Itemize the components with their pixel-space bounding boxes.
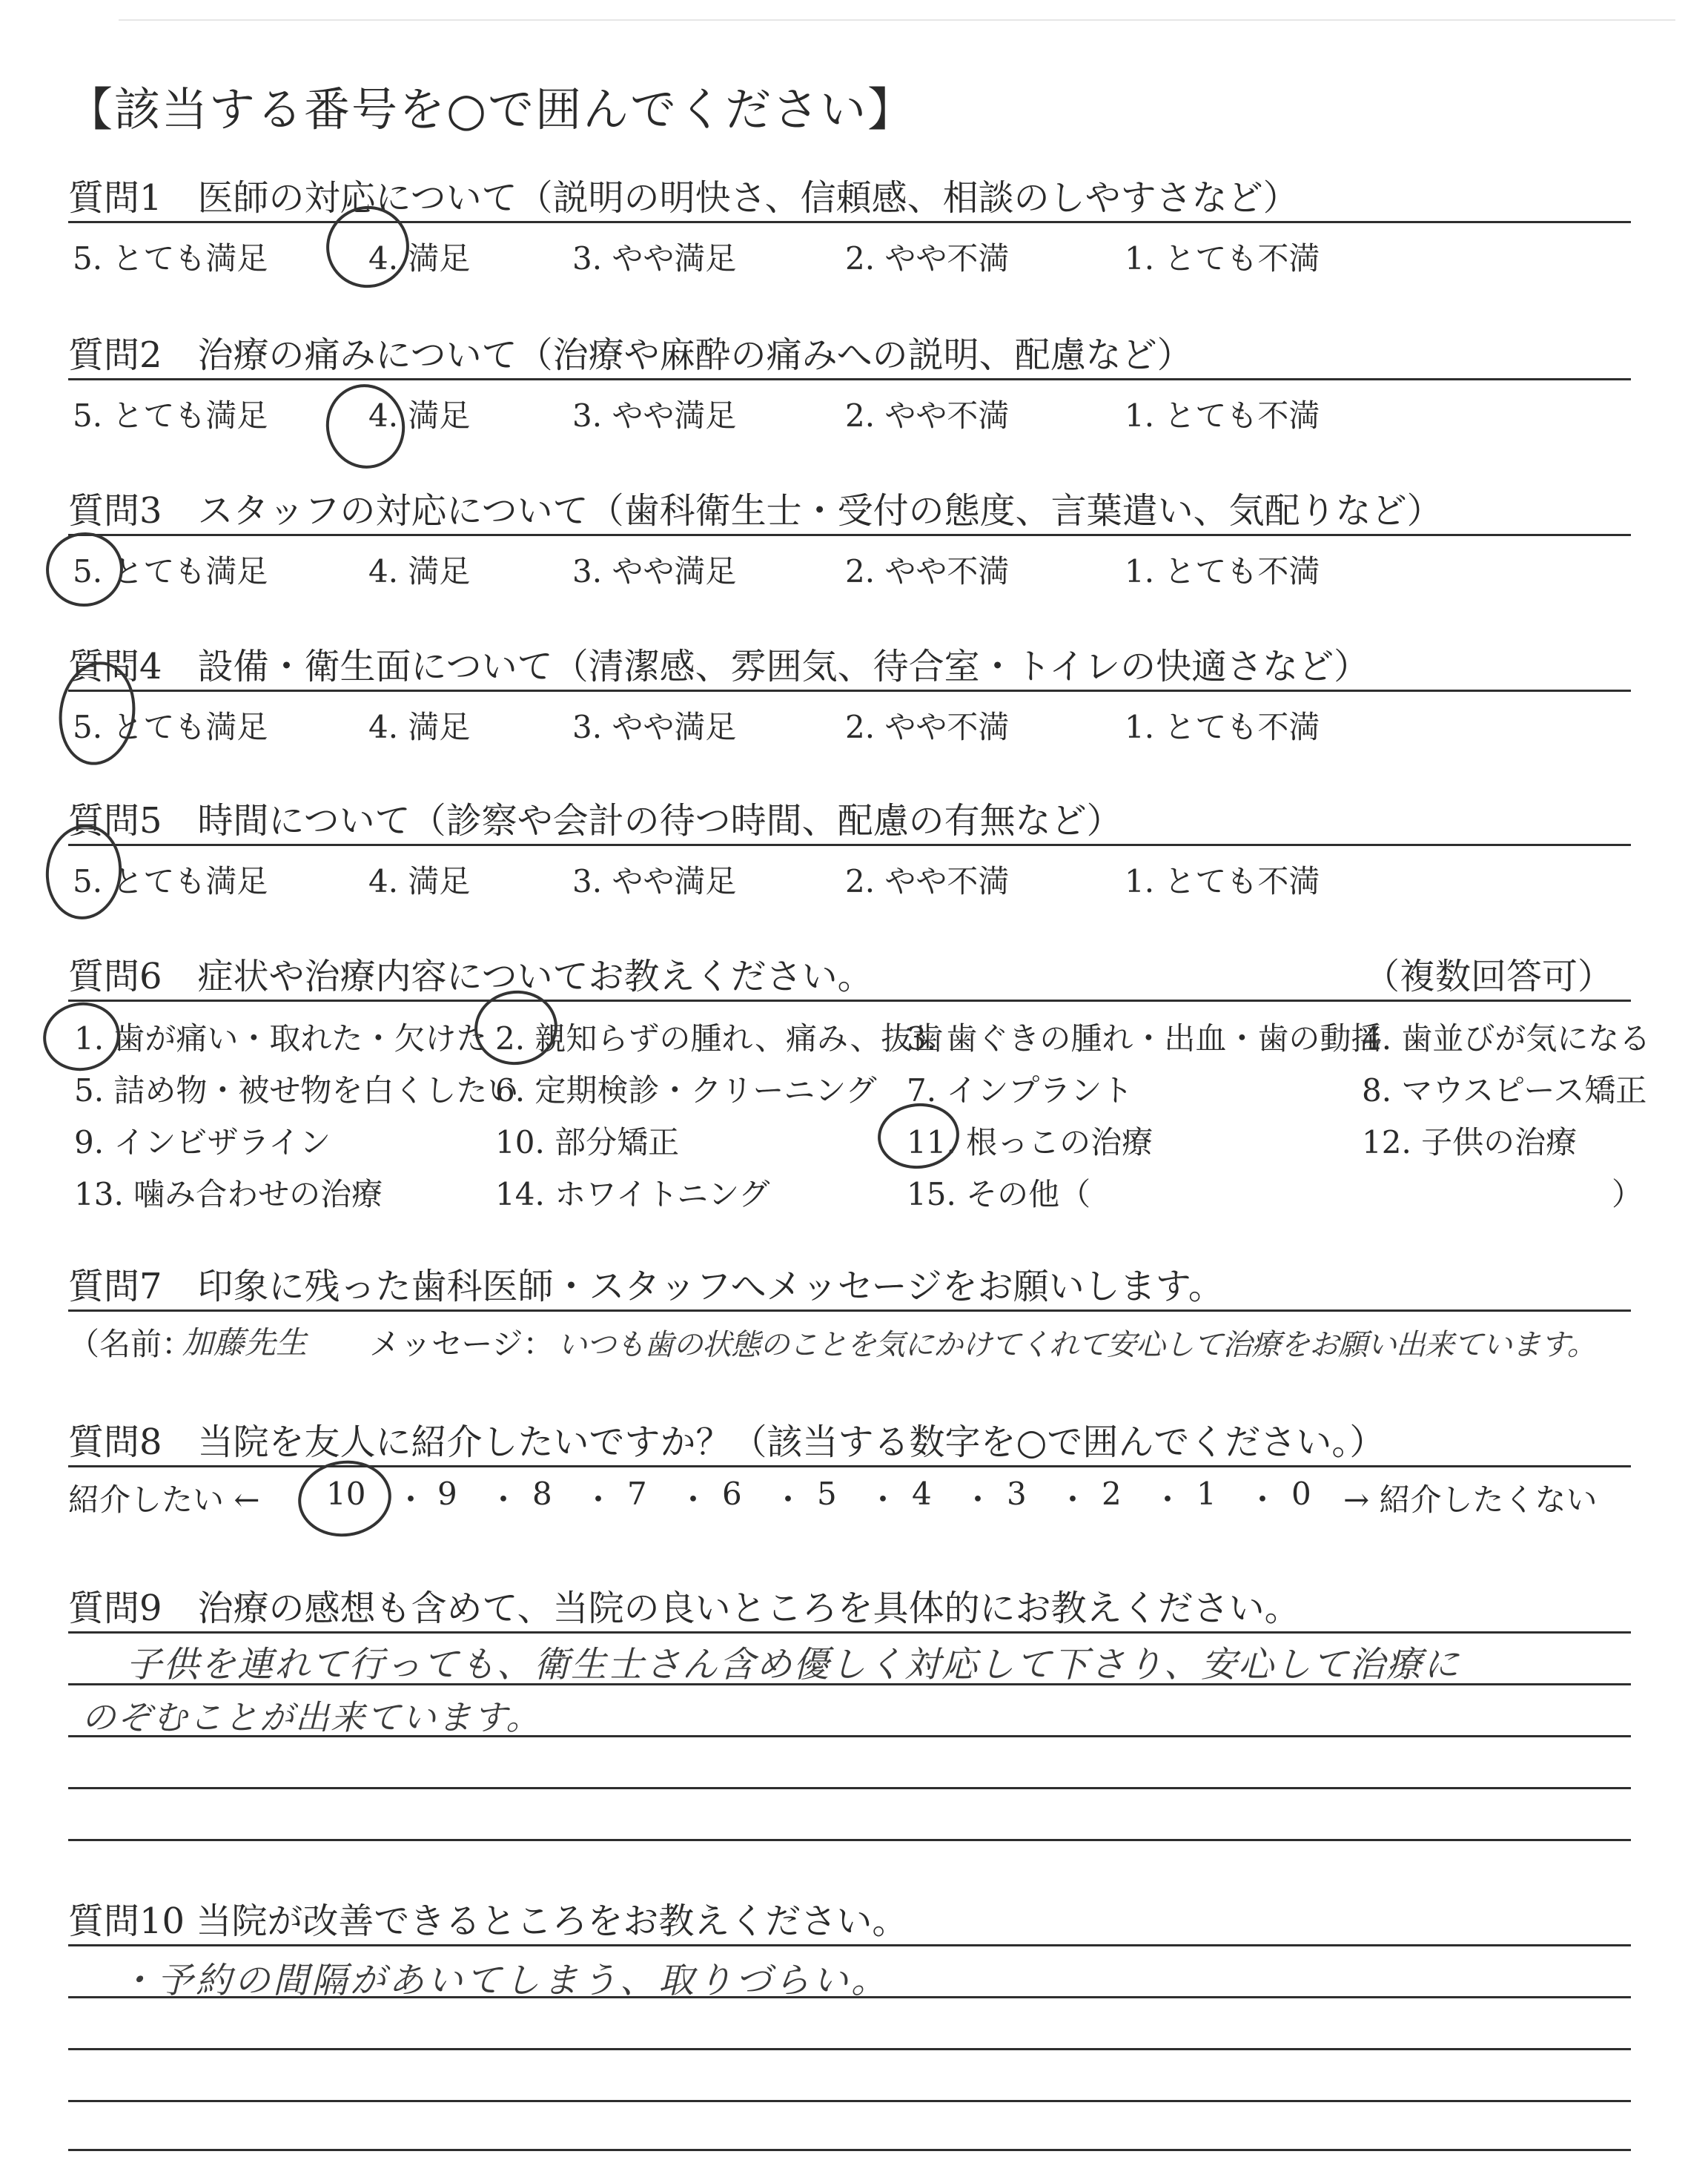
q8-score-4[interactable]: 4 (912, 1476, 932, 1512)
question-3: 質問3 スタッフの対応について（歯科衛生士・受付の態度、言葉遣い、気配りなど） (68, 490, 1443, 532)
q5-option-5[interactable]: 5. とても満足 (73, 863, 268, 899)
rule-q8 (68, 1465, 1631, 1467)
q5-option-3[interactable]: 3. やや満足 (572, 863, 737, 899)
q6-option-4[interactable]: 4. 歯並びが気になる (1362, 1020, 1651, 1057)
q10-answer: ・予約の間隔があいてしまう、取りづらい。 (119, 1960, 890, 2001)
question-2: 質問2 治療の痛みについて（治療や麻酔の痛みへの説明、配慮など） (68, 334, 1193, 376)
q1-option-3[interactable]: 3. やや満足 (572, 240, 737, 277)
q6-option-5[interactable]: 5. 詰め物・被せ物を白くしたい (74, 1072, 519, 1109)
q4-option-3[interactable]: 3. やや満足 (572, 709, 737, 745)
q6-option-1[interactable]: 1. 歯が痛い・取れた・欠けた (74, 1020, 488, 1057)
question-7: 質問7 印象に残った歯科医師・スタッフへメッセージをお願いします。 (68, 1266, 1224, 1307)
q3-option-5[interactable]: 5. とても満足 (73, 553, 268, 589)
q1-option-1[interactable]: 1. とても不満 (1125, 240, 1320, 277)
q5-option-1[interactable]: 1. とても不満 (1125, 863, 1320, 899)
page-title: 【該当する番号を○で囲んでください】 (67, 82, 916, 136)
q8-score-1[interactable]: 1 (1196, 1476, 1217, 1512)
q9-answer-line-1: 子供を連れて行っても、衛生士さん含め優しく対応して下さり、安心して治療に (126, 1644, 1461, 1685)
q8-right-label: → 紹介したくない (1343, 1482, 1598, 1518)
question-9: 質問9 治療の感想も含めて、当院の良いところを具体的にお教えください。 (68, 1588, 1300, 1629)
q4-option-5[interactable]: 5. とても満足 (73, 709, 268, 745)
q4-option-2[interactable]: 2. やや不満 (845, 709, 1010, 745)
q2-option-1[interactable]: 1. とても不満 (1125, 397, 1320, 434)
question-4: 質問4 設備・衛生面について（清潔感、雰囲気、待合室・トイレの快適さなど） (68, 646, 1370, 687)
q6-selection-circle-1 (38, 997, 125, 1077)
q6-option-14[interactable]: 14. ホワイトニング (495, 1176, 770, 1212)
q6-option-3[interactable]: 3. 歯ぐきの腫れ・出血・歯の動揺 (907, 1020, 1383, 1057)
q8-separator: ・ (583, 1482, 615, 1518)
question-5: 質問5 時間について（診察や会計の待つ時間、配慮の有無など） (68, 800, 1122, 842)
rule-q9-4 (68, 1787, 1631, 1789)
rule-q10-3 (68, 2048, 1631, 2050)
q2-option-3[interactable]: 3. やや満足 (572, 397, 737, 434)
q8-score-9[interactable]: 9 (437, 1476, 457, 1512)
q6-option-9[interactable]: 9. インビザライン (74, 1124, 331, 1160)
q4-option-4[interactable]: 4. 満足 (368, 709, 471, 745)
q1-option-2[interactable]: 2. やや不満 (845, 240, 1010, 277)
q7-name-label: （名前： (68, 1326, 193, 1362)
rule-q10-1 (68, 1944, 1631, 1946)
rule-q9-5 (68, 1839, 1631, 1841)
q2-option-2[interactable]: 2. やや不満 (845, 397, 1010, 434)
q8-score-6[interactable]: 6 (722, 1476, 742, 1512)
q6-option-15[interactable]: 15. その他（ (907, 1176, 1091, 1212)
q3-option-1[interactable]: 1. とても不満 (1125, 553, 1320, 589)
q5-option-4[interactable]: 4. 満足 (368, 863, 471, 899)
q6-option-8[interactable]: 8. マウスピース矯正 (1362, 1072, 1647, 1109)
multiple-answers-note: （複数回答可） (1364, 956, 1614, 997)
q3-option-4[interactable]: 4. 満足 (368, 553, 471, 589)
scan-edge-line (119, 19, 1675, 21)
q6-option-2[interactable]: 2. 親知らずの腫れ、痛み、抜歯 (495, 1020, 944, 1057)
q8-score-8[interactable]: 8 (532, 1476, 552, 1512)
q6-option-12[interactable]: 12. 子供の治療 (1362, 1124, 1578, 1160)
q1-option-4[interactable]: 4. 満足 (368, 240, 471, 277)
q8-score-0[interactable]: 0 (1291, 1476, 1311, 1512)
q8-separator: ・ (962, 1482, 994, 1518)
q4-option-1[interactable]: 1. とても不満 (1125, 709, 1320, 745)
rule-q5 (68, 844, 1631, 846)
q8-separator: ・ (1152, 1482, 1184, 1518)
q3-option-2[interactable]: 2. やや不満 (845, 553, 1010, 589)
q8-selection-circle (294, 1455, 397, 1543)
q7-message-handwritten: いつも歯の状態のことを気にかけてくれて安心して治療をお願い出来ています。 (557, 1328, 1596, 1362)
q6-option-7[interactable]: 7. インプラント (907, 1072, 1133, 1109)
rule-q7 (68, 1309, 1631, 1312)
q7-message-label: メッセージ： (369, 1326, 555, 1362)
q8-score-3[interactable]: 3 (1007, 1476, 1027, 1512)
q8-score-7[interactable]: 7 (627, 1476, 647, 1512)
q8-separator: ・ (395, 1482, 427, 1518)
question-10: 質問10 当院が改善できるところをお教えください。 (68, 1900, 908, 1942)
rule-q9-1 (68, 1631, 1631, 1634)
rule-q10-4 (68, 2100, 1631, 2102)
q8-score-5[interactable]: 5 (817, 1476, 837, 1512)
q8-left-label: 紹介したい ← (68, 1482, 260, 1518)
question-8: 質問8 当院を友人に紹介したいですか？（該当する数字を○で囲んでください。） (68, 1421, 1386, 1463)
q8-separator: ・ (1247, 1482, 1279, 1518)
q1-option-5[interactable]: 5. とても満足 (73, 240, 268, 277)
q8-score-2[interactable]: 2 (1102, 1476, 1122, 1512)
rule-q4 (68, 690, 1631, 692)
rule-q2 (68, 378, 1631, 380)
q8-separator: ・ (772, 1482, 804, 1518)
q3-selection-circle (40, 526, 129, 613)
q3-option-3[interactable]: 3. やや満足 (572, 553, 737, 589)
question-6: 質問6 症状や治療内容についてお教えください。 (68, 956, 873, 997)
q8-separator: ・ (488, 1482, 520, 1518)
q8-separator: ・ (1057, 1482, 1089, 1518)
q6-option-13[interactable]: 13. 噛み合わせの治療 (74, 1176, 383, 1212)
q8-score-10[interactable]: 10 (326, 1476, 366, 1512)
rule-q1 (68, 221, 1631, 223)
q8-separator: ・ (867, 1482, 899, 1518)
q2-option-5[interactable]: 5. とても満足 (73, 397, 268, 434)
q2-option-4[interactable]: 4. 満足 (368, 397, 471, 434)
q6-option-6[interactable]: 6. 定期検診・クリーニング (495, 1072, 877, 1109)
q6-option-11[interactable]: 11. 根っこの治療 (907, 1124, 1153, 1160)
q8-separator: ・ (678, 1482, 709, 1518)
rule-q3 (68, 534, 1631, 536)
q9-answer-line-2: のぞむことが出来ています。 (82, 1697, 542, 1737)
rule-q6 (68, 1000, 1631, 1002)
q7-name-handwritten: 加藤先生 (182, 1324, 308, 1361)
q5-option-2[interactable]: 2. やや不満 (845, 863, 1010, 899)
question-1: 質問1 医師の対応について（説明の明快さ、信頼感、相談のしやすさなど） (68, 177, 1299, 219)
q6-other-close-paren: ） (1612, 1176, 1644, 1212)
q6-option-10[interactable]: 10. 部分矯正 (495, 1124, 680, 1160)
rule-q10-5 (68, 2149, 1631, 2151)
